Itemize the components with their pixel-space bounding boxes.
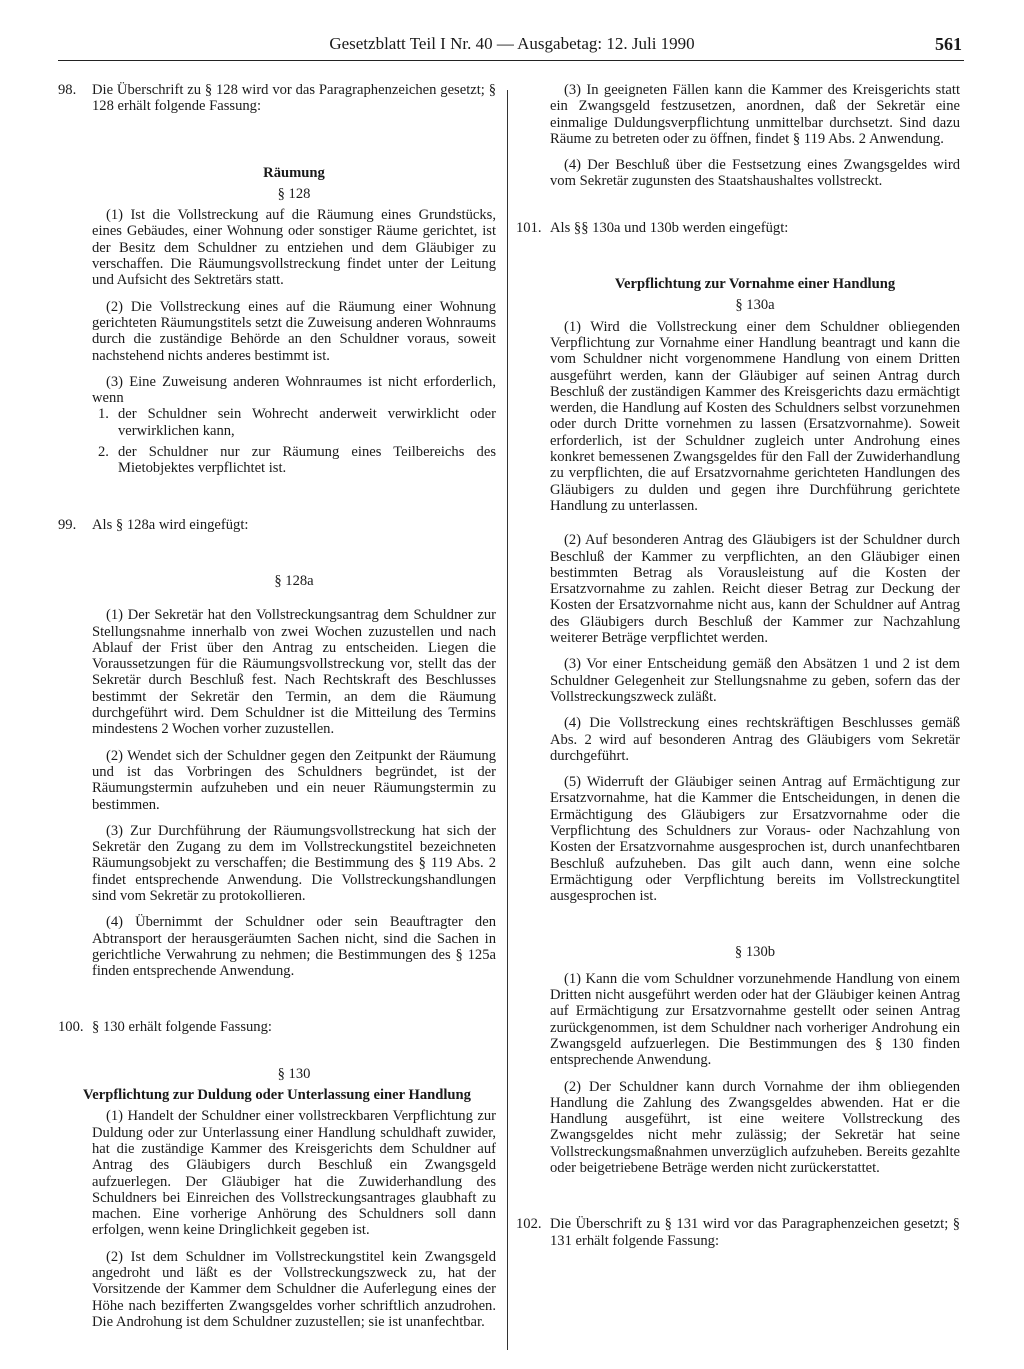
- paragraph-text: (2) Wendet sich der Schuldner gegen den Zeitpunkt der Räumung und ist das Vorbringen des Schuldners begründet, ist der Räumungstermin aufzuheben und ein neuer Räumungstermin zu bestimmen.: [92, 747, 496, 813]
- page-header: [0, 26, 1024, 62]
- paragraph-text: (2) Auf besonderen Antrag des Gläubigers ist der Schuldner durch Beschluß der Kammer zu verpflichten, an den Gläubiger einen bestimmten Betrag als Vorausleistung auf die Kosten der Ersatzvornahme zu zahlen. Reicht dieser Betrag zur Deckung der Kosten der Ersatzvornahme nicht aus, kann der Schuldner auf Antrag des Gläubigers durch Beschluß der Kammer zur Nachzahlung weiterer Beträge verpflichtet werden.: [550, 532, 960, 647]
- amendment-number: 102.: [516, 1216, 542, 1233]
- paragraph-text: (1) Handelt der Schuldner einer vollstreckbaren Verpflichtung zur Duldung oder zur Unterlassung einer Handlung schuldhaft zuwider, hat die zuständige Kammer des Kreisgerichts dem Schuldner auf Antrag des Gläubigers durch Beschluß ein Zwangsgeld aufzuerlegen. Der Gläubiger hat die Zuwiderhandlung des Schuldners bei Einreichen des Vollstreckungsantrages glaubhaft zu machen. Eine vorherige Anhörung des Schuldners soll dann erfolgen, wenn keine Dringlichkeit gegeben ist.: [92, 1108, 496, 1239]
- amendment-intro: Die Überschrift zu § 128 wird vor das Paragraphenzeichen gesetzt; § 128 erhält folgende Fassung:: [92, 82, 496, 115]
- right-column: [516, 82, 960, 1249]
- paragraph-sign: § 128: [277, 185, 311, 202]
- paragraph-sign: § 128a: [274, 572, 314, 589]
- amendment-99: [58, 517, 496, 533]
- paragraph-text: (2) Die Vollstreckung eines auf die Räumung einer Wohnung gerichteten Räumungstitels setzt die Zuweisung anderen Wohnraums durch die zuständige Behörde an den Schuldner voraus, soweit nachstehend nichts anderes bestimmt ist.: [92, 298, 496, 364]
- paragraph-text: (1) Ist die Vollstreckung auf die Räumung eines Grundstücks, eines Gebäudes, einer Wohnung oder sonstiger Räume gerichtet, ist der Besitz dem Schuldner zu entziehen und dem Gläubiger zu verschaffen. Die Räumungsvollstreckung findet unter der Leitung und Aufsicht des Sektretärs statt.: [92, 207, 496, 289]
- amendment-number: 101.: [516, 219, 542, 236]
- amendment-intro: § 130 erhält folgende Fassung:: [92, 1019, 272, 1036]
- page-number: 561: [935, 34, 962, 54]
- paragraph-sign: § 130b: [734, 944, 776, 961]
- header-rule: [58, 60, 964, 61]
- paragraph-text: (2) Ist dem Schuldner im Vollstreckungstitel kein Zwangsgeld angedroht und läßt es der Vollstreckungszweck zu, hat der Vorsitzende der Kammer dem Schuldner die Auferlegung eines der Höhe nach bezifferten Zwangsgeldes vorher schriftlich anzudrohen. Die Androhung ist dem Schuldner zuzustellen; sie ist unanfechtbar.: [92, 1248, 496, 1330]
- numbered-list: [92, 406, 496, 476]
- amendment-number: 98.: [58, 82, 77, 98]
- amendment-intro: Als §§ 130a und 130b werden eingefügt:: [550, 219, 789, 236]
- page-header-title: Gesetzblatt Teil I Nr. 40 — Ausgabetag: 12. Juli 1990: [329, 34, 695, 53]
- column-divider: [507, 90, 508, 1350]
- amendment-98: [58, 82, 496, 115]
- paragraph-text: (2) Der Schuldner kann durch Vornahme der ihm obliegenden Handlung die Zahlung des Zwangsgeldes abwenden. Hat er die Handlung ausgeführt, ist eine weitere Vollstreckung des Zwangsgeldes nicht mehr zulässig; der Sekretär hat seine Vollstreckungsmaßnahmen unverzüglich aufzuheben. Bereits gezahlte oder beigetriebene Beträge werden nicht zurückerstattet.: [550, 1078, 960, 1177]
- paragraph-text: (3) Vor einer Entscheidung gemäß den Absätzen 1 und 2 ist dem Schuldner Gelegenheit zur Stellungsnahme zu geben, sofern das der Vollstreckungszweck zuläßt.: [550, 656, 960, 705]
- list-item-number: 2.: [98, 444, 109, 461]
- paragraph-sign: § 130a: [735, 297, 775, 314]
- amendment-intro: Als § 128a wird eingefügt:: [92, 516, 249, 533]
- section-heading: Räumung: [263, 164, 325, 181]
- list-item-text: der Schuldner nur zur Räumung eines Teilbereichs des Mietobjektes verpflichtet ist.: [118, 444, 496, 477]
- amendment-101: [516, 220, 960, 236]
- list-item: [92, 406, 496, 439]
- section-heading: Verpflichtung zur Duldung oder Unterlassung einer Handlung: [83, 1087, 471, 1104]
- paragraph-sign: § 130: [277, 1065, 311, 1082]
- paragraph-text: (1) Wird die Vollstreckung einer dem Schuldner obliegenden Verpflichtung zur Vornahme einer Handlung beantragt und kann die vom Schuldner nicht vorgenommene Handlung von einem Dritten ausgeführt werden, kann der Gläubiger auf seinen Antrag durch Beschluß der zuständigen Kammer des Kreisgerichts dazu ermächtigt werden, die Handlung auf Kosten des Schuldners selbst vorzunehmen oder durch Dritte vornehmen zu lassen (Ersatzvornahme). Soweit erforderlich, ist der Schuldner zugleich unter Androhung eines konkret bemessenen Zwangsgeldes für den Fall der Zuwiderhandlung zu verpflichten, die auf Ersatzvornahme gerichteten Handlungen des Gläubigers zu dulden und gegen ihre Durchführung gerichtete Handlung zu unterlassen.: [550, 318, 960, 514]
- list-item-text: der Schuldner sein Wohrecht anderweit verwirklicht oder verwirklichen kann,: [118, 406, 496, 439]
- paragraph-text: (4) Die Vollstreckung eines rechtskräftigen Beschlusses gemäß Abs. 2 wird auf besonderen Antrag des Gläubigers vom Sekretär durchgeführt.: [550, 715, 960, 764]
- paragraph-text: (3) In geeigneten Fällen kann die Kammer des Kreisgerichts statt ein Zwangsgeld festzusetzen, anordnen, daß der Sekretär eine einmalige Duldungsverpflichtung unmittelbar durchsetzt. Sind dazu Räume zu betreten oder zu öffnen, findet § 119 Abs. 2 Anwendung.: [550, 82, 960, 147]
- paragraph-text: (3) Eine Zuweisung anderen Wohnraumes ist nicht erforderlich, wenn: [92, 373, 496, 407]
- list-item: [92, 444, 496, 477]
- paragraph-text: (4) Übernimmt der Schuldner oder sein Beauftragter den Abtransport der herausgeräumten Sachen nicht, sind die Sachen in gerichtliche Verwahrung zu nehmen; die Bestimmungen des § 125a finden entsprechende Anwendung.: [92, 914, 496, 980]
- amendment-102: [516, 1216, 960, 1249]
- paragraph-text: (3) Zur Durchführung der Räumungsvollstreckung hat sich der Sekretär den Zugang zu dem im Vollstreckungstitel bezeichneten Räumungsobjekt zu verschaffen; die Bestimmung des § 119 Abs. 2 findet entsprechende Anwendung. Die Vollstreckungshandlungen sind vom Sekretär zu protokollieren.: [92, 822, 496, 904]
- paragraph-text: (1) Kann die vom Schuldner vorzunehmende Handlung von einem Dritten nicht ausgeführt werden oder hat der Gläubiger keinen Antrag auf Ermächtigung zur Ersatzvornahme gestellt oder seinen Antrag zurückgenommen, ist dem Schuldner nach vorheriger Androhung ein Zwangsgeld aufzuerlegen. Die Bestimmungen des § 130 finden entsprechende Anwendung.: [550, 970, 960, 1069]
- amendment-number: 100.: [58, 1019, 84, 1036]
- section-heading: Verpflichtung zur Vornahme einer Handlung: [614, 276, 896, 293]
- paragraph-text: (4) Der Beschluß über die Festsetzung eines Zwangsgeldes wird vom Sekretär zugunsten des Staatshaushaltes vollstreckt.: [550, 157, 960, 190]
- amendment-number: 99.: [58, 516, 77, 533]
- amendment-100: [58, 1019, 496, 1035]
- paragraph-text: (1) Der Sekretär hat den Vollstreckungsantrag dem Schuldner zur Stellungsnahme innerhalb von zwei Wochen zuzustellen und nach Ablauf der Frist über den Antrag zu entscheiden. Liegen die Voraussetzungen für die Räumungsvollstreckung vor, stellt das der Sekretär durch Beschluß fest. Nach Rechtskraft des Beschlusses bestimmt der Sekretär den Termin, an dem die Räumung durchgeführt wird. Dem Schuldner ist die Mitteilung des Termins mindestens 2 Wochen vorher zuzustellen.: [92, 607, 496, 738]
- paragraph-text: (5) Widerruft der Gläubiger seinen Antrag auf Ermächtigung zur Ersatzvornahme, hat die Kammer die Entscheidungen, in denen die Ermächtigung des Gläubigers zur Ersatzvornahme oder die Verpflichtung des Schuldners zur Voraus- oder Nachzahlung von Kosten der Ersatzvornahme ausgesprochen ist, durch unanfechtbaren Beschluß aufzuheben. Das gilt auch dann, wenn eine solche Ermächtigung oder Verpflichtung bereits im Vollstreckungtitel ausgesprochen ist.: [550, 774, 960, 905]
- amendment-intro: Die Überschrift zu § 131 wird vor das Paragraphenzeichen gesetzt; § 131 erhält folgende Fassung:: [550, 1216, 960, 1249]
- list-item-number: 1.: [98, 406, 109, 423]
- left-column: [58, 82, 496, 1330]
